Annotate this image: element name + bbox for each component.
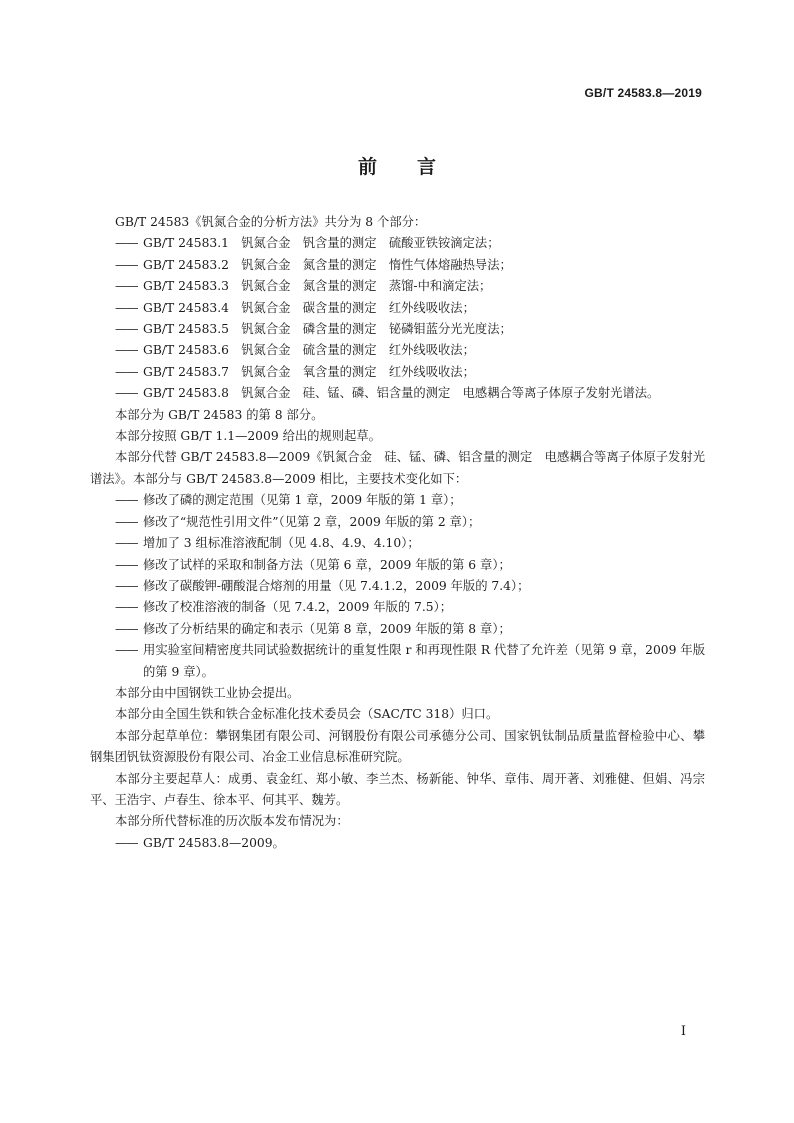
list-item	[90, 255, 705, 276]
paragraph-text: 增加了 3 组标准溶液配制（见 4.8、4.9、4.10）；	[143, 536, 420, 551]
dash-mark: ——	[115, 386, 138, 401]
list-item	[90, 533, 705, 554]
paragraph	[90, 212, 705, 233]
paragraph-text: 本部分起草单位：攀钢集团有限公司、河钢股份有限公司承德分公司、国家钒钛制品质量监督检验中心、攀钢集团钒钛资源股份有限公司、冶金工业信息标准研究院。	[90, 728, 705, 765]
paragraph-text: 修改了分析结果的确定和表示（见第 8 章，2009 年版的第 8 章）；	[143, 621, 511, 636]
dash-mark: ——	[115, 364, 138, 379]
list-item	[90, 597, 705, 618]
list-item	[90, 276, 705, 297]
paragraph	[90, 405, 705, 426]
paragraph-text: 本部分所代替标准的历次版本发布情况为：	[115, 814, 349, 829]
paragraph-text: 本部分由中国钢铁工业协会提出。	[115, 685, 300, 700]
page-number: I	[680, 1024, 686, 1039]
paragraph-text: GB/T 24583《钒氮合金的分析方法》共分为 8 个部分：	[115, 215, 427, 229]
list-item	[90, 640, 705, 683]
dash-mark: ——	[115, 493, 138, 508]
paragraph-text: 用实验室间精密度共同试验数据统计的重复性限 r 和再现性限 R 代替了允许差（见第 9 章，2009 年版的第 9 章）。	[143, 643, 705, 679]
list-item	[90, 512, 705, 533]
dash-mark: ——	[115, 621, 138, 636]
paragraph-text: GB/T 24583.3 钒氮合金 氮含量的测定 蒸馏-中和滴定法；	[143, 279, 492, 294]
list-item	[90, 383, 705, 404]
paragraph-text: 修改了碳酸钾-硼酸混合熔剂的用量（见 7.4.1.2，2009 年版的 7.4）；	[143, 578, 530, 593]
paragraph-text: GB/T 24583.8 钒氮合金 硅、锰、磷、铝含量的测定 电感耦合等离子体原子发射光谱法。	[143, 386, 660, 401]
page-title: 前言	[357, 156, 476, 178]
paragraph	[90, 447, 705, 490]
paragraph	[90, 683, 705, 704]
dash-mark: ——	[115, 514, 138, 529]
list-item	[90, 362, 705, 383]
dash-mark: ——	[115, 557, 138, 572]
dash-mark: ——	[115, 279, 138, 294]
paragraph-text: GB/T 24583.2 钒氮合金 氮含量的测定 惰性气体熔融热导法；	[143, 257, 512, 272]
dash-mark: ——	[115, 536, 138, 551]
dash-mark: ——	[115, 236, 138, 251]
dash-mark: ——	[115, 835, 138, 850]
dash-mark: ——	[115, 300, 138, 315]
list-item	[90, 490, 705, 511]
paragraph	[90, 704, 705, 725]
paragraph-text: 修改了试样的采取和制备方法（见第 6 章，2009 年版的第 6 章）；	[143, 557, 511, 572]
paragraph-text: 本部分主要起草人：成勇、袁金红、郑小敏、李兰杰、杨新能、钟华、章伟、周开著、刘雅健、但娟、冯宗平、王浩宇、卢春生、徐本平、何其平、魏芳。	[90, 771, 705, 807]
list-item	[90, 619, 705, 640]
paragraph-text: GB/T 24583.4 钒氮合金 碳含量的测定 红外线吸收法；	[143, 300, 475, 315]
dash-mark: ——	[115, 643, 138, 658]
paragraph-text: 本部分代替 GB/T 24583.8—2009《钒氮合金 硅、锰、磷、铝含量的测定 电感耦合等离子体原子发射光谱法》。本部分与 GB/T 24583.8—2009 相比，主要技术变化如下：	[90, 450, 705, 486]
paragraph	[90, 426, 705, 447]
list-item	[90, 340, 705, 361]
paragraph	[90, 726, 705, 769]
paragraph	[90, 811, 705, 832]
document-body	[90, 212, 705, 854]
paragraph-text: 本部分按照 GB/T 1.1—2009 给出的规则起草。	[115, 429, 381, 444]
dash-mark: ——	[115, 322, 138, 337]
paragraph-text: GB/T 24583.1 钒氮合金 钒含量的测定 硫酸亚铁铵滴定法；	[143, 236, 500, 251]
paragraph-text: GB/T 24583.7 钒氮合金 氧含量的测定 红外线吸收法；	[143, 364, 475, 379]
paragraph-text: 修改了“规范性引用文件”（见第 2 章，2009 年版的第 2 章）；	[143, 514, 481, 529]
list-item	[90, 233, 705, 254]
dash-mark: ——	[115, 600, 138, 615]
list-item	[90, 833, 705, 854]
paragraph-text: 修改了磷的测定范围（见第 1 章，2009 年版的第 1 章）；	[143, 493, 462, 508]
standard-number: GB/T 24583.8—2019	[584, 86, 702, 100]
dash-mark: ——	[115, 343, 138, 358]
paragraph-text: 本部分为 GB/T 24583 的第 8 部分。	[115, 407, 324, 422]
paragraph	[90, 769, 705, 812]
paragraph-text: GB/T 24583.5 钒氮合金 磷含量的测定 铋磷钼蓝分光光度法；	[143, 322, 512, 337]
paragraph-text: GB/T 24583.6 钒氮合金 硫含量的测定 红外线吸收法；	[143, 343, 475, 358]
paragraph-text: GB/T 24583.8—2009。	[143, 835, 285, 850]
dash-mark: ——	[115, 257, 138, 272]
list-item	[90, 298, 705, 319]
paragraph-text: 修改了校准溶液的制备（见 7.4.2，2009 年版的 7.5）；	[143, 600, 453, 615]
paragraph-text: 本部分由全国生铁和铁合金标准化技术委员会（SAC/TC 318）归口。	[115, 707, 499, 722]
list-item	[90, 319, 705, 340]
dash-mark: ——	[115, 578, 138, 593]
list-item	[90, 576, 705, 597]
list-item	[90, 555, 705, 576]
